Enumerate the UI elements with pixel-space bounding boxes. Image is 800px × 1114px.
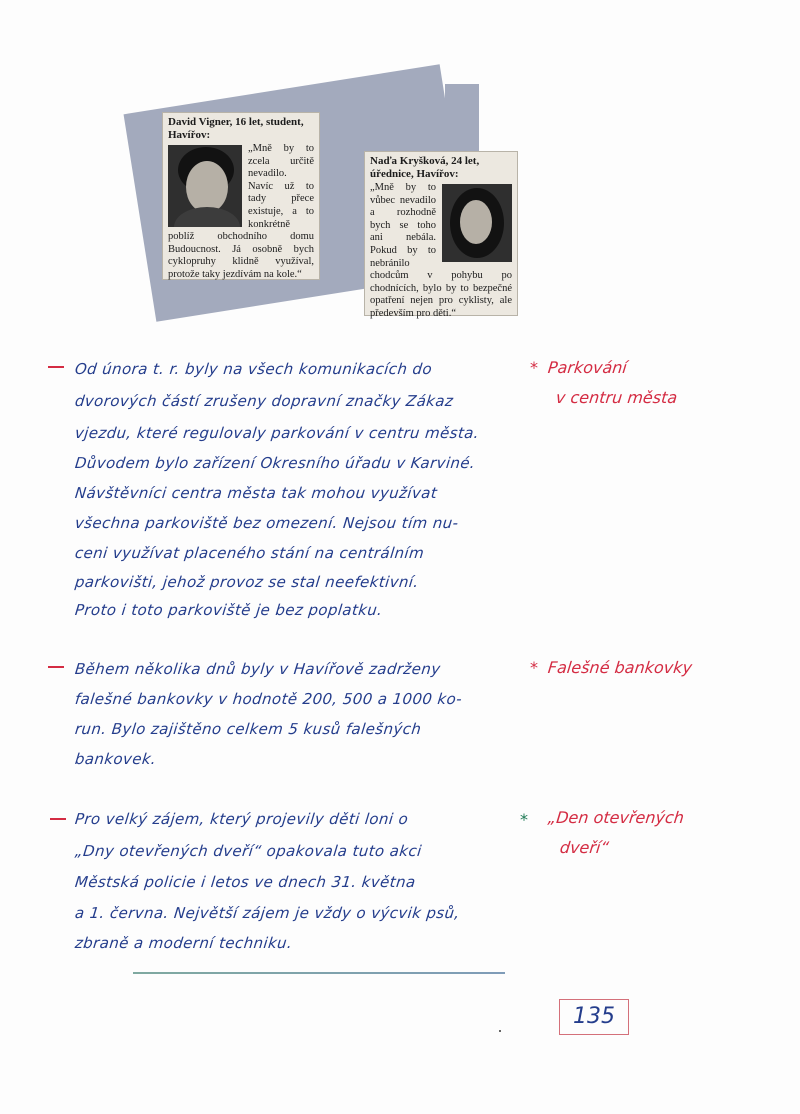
entry-2-note-line-1: Falešné bankovky [547, 658, 694, 677]
clipping-2-header: Naďa Kryšková, 24 let, úřednice, Havířov: [370, 155, 480, 180]
divider-rule [133, 972, 505, 974]
entry-1-line-3: vjezdu, které regulovaly parkování v centru města. [74, 424, 480, 442]
entry-3-line-2: „Dny otevřených dveří“ opakovala tuto akci [74, 842, 423, 860]
entry-3-line-5: zbraně a moderní techniku. [74, 934, 294, 952]
clipping-2-body [370, 182, 512, 321]
clipping-1-text: „Mně by to zcela určitě nevadilo. Navíc už to tady přece existuje, a to konkrétně poblíž obchodního domu Budoucnost. Já osobně bych cyklopruhy klidně využíval, protože taky jezdívám na kole.“ [168, 143, 314, 280]
entry-2-line-4: bankovek. [74, 750, 158, 768]
entry-1-note-line-2: v centru města [555, 388, 679, 407]
paper-speck [499, 1030, 501, 1032]
entry-3-note-line-1: „Den otevřených [547, 808, 686, 827]
entry-2-star-icon: * [530, 658, 538, 677]
clipping-1-body [168, 143, 314, 282]
entry-2-line-3: run. Bylo zajištěno celkem 5 kusů falešných [74, 720, 423, 738]
entry-1-star-icon: * [530, 358, 538, 377]
entry-3-line-4: a 1. června. Největší zájem je vždy o výcvik psů, [74, 904, 461, 922]
entry-3-dash [50, 818, 66, 820]
entry-1-line-4: Důvodem bylo zařízení Okresního úřadu v Karviné. [74, 454, 477, 472]
female-portrait-image [442, 184, 512, 262]
entry-1-line-9: Proto i toto parkoviště je bez poplatku. [74, 601, 384, 619]
entry-2-dash [48, 666, 64, 668]
entry-3-line-1: Pro velký zájem, který projevily děti loni o [74, 810, 410, 828]
male-portrait-image [168, 145, 242, 227]
entry-1-line-2: dvorových částí zrušeny dopravní značky Zákaz [74, 392, 455, 410]
entry-1-line-6: všechna parkoviště bez omezení. Nejsou tím nu- [74, 514, 460, 532]
entry-1-line-1: Od února t. r. byly na všech komunikacích do [74, 360, 434, 378]
entry-1-dash [48, 366, 64, 368]
page-number: 135 [559, 999, 629, 1035]
entry-1-line-7: ceni využívat placeného stání na centrálním [74, 544, 426, 562]
clipping-1-header: David Vigner, 16 let, student, Havířov: [168, 116, 304, 141]
entry-1-line-5: Návštěvníci centra města tak mohou využívat [74, 484, 439, 502]
entry-2-line-2: falešné bankovky v hodnotě 200, 500 a 1000 ko- [74, 690, 463, 708]
newspaper-clipping-2 [364, 151, 518, 319]
entry-3-star-icon: * [520, 810, 528, 829]
entry-1-note-line-1: Parkování [547, 358, 628, 377]
newspaper-clipping-1 [162, 112, 320, 280]
entry-3-line-3: Městská policie i letos ve dnech 31. května [74, 873, 417, 891]
entry-3-note-line-2: dveří“ [559, 838, 610, 857]
clipping-2-text: „Mně by to vůbec nevadilo a rozhodně bych se toho ani nebála. Pokud by to nebránilo chodcům v pohybu po chodnících, bylo by to bezpečné opatření nejen pro cyklisty, ale především pro děti.“ [370, 182, 512, 319]
entry-2-line-1: Během několika dnů byly v Havířově zadrženy [74, 660, 442, 678]
entry-1-line-8: parkovišti, jehož provoz se stal neefektivní. [74, 573, 420, 591]
